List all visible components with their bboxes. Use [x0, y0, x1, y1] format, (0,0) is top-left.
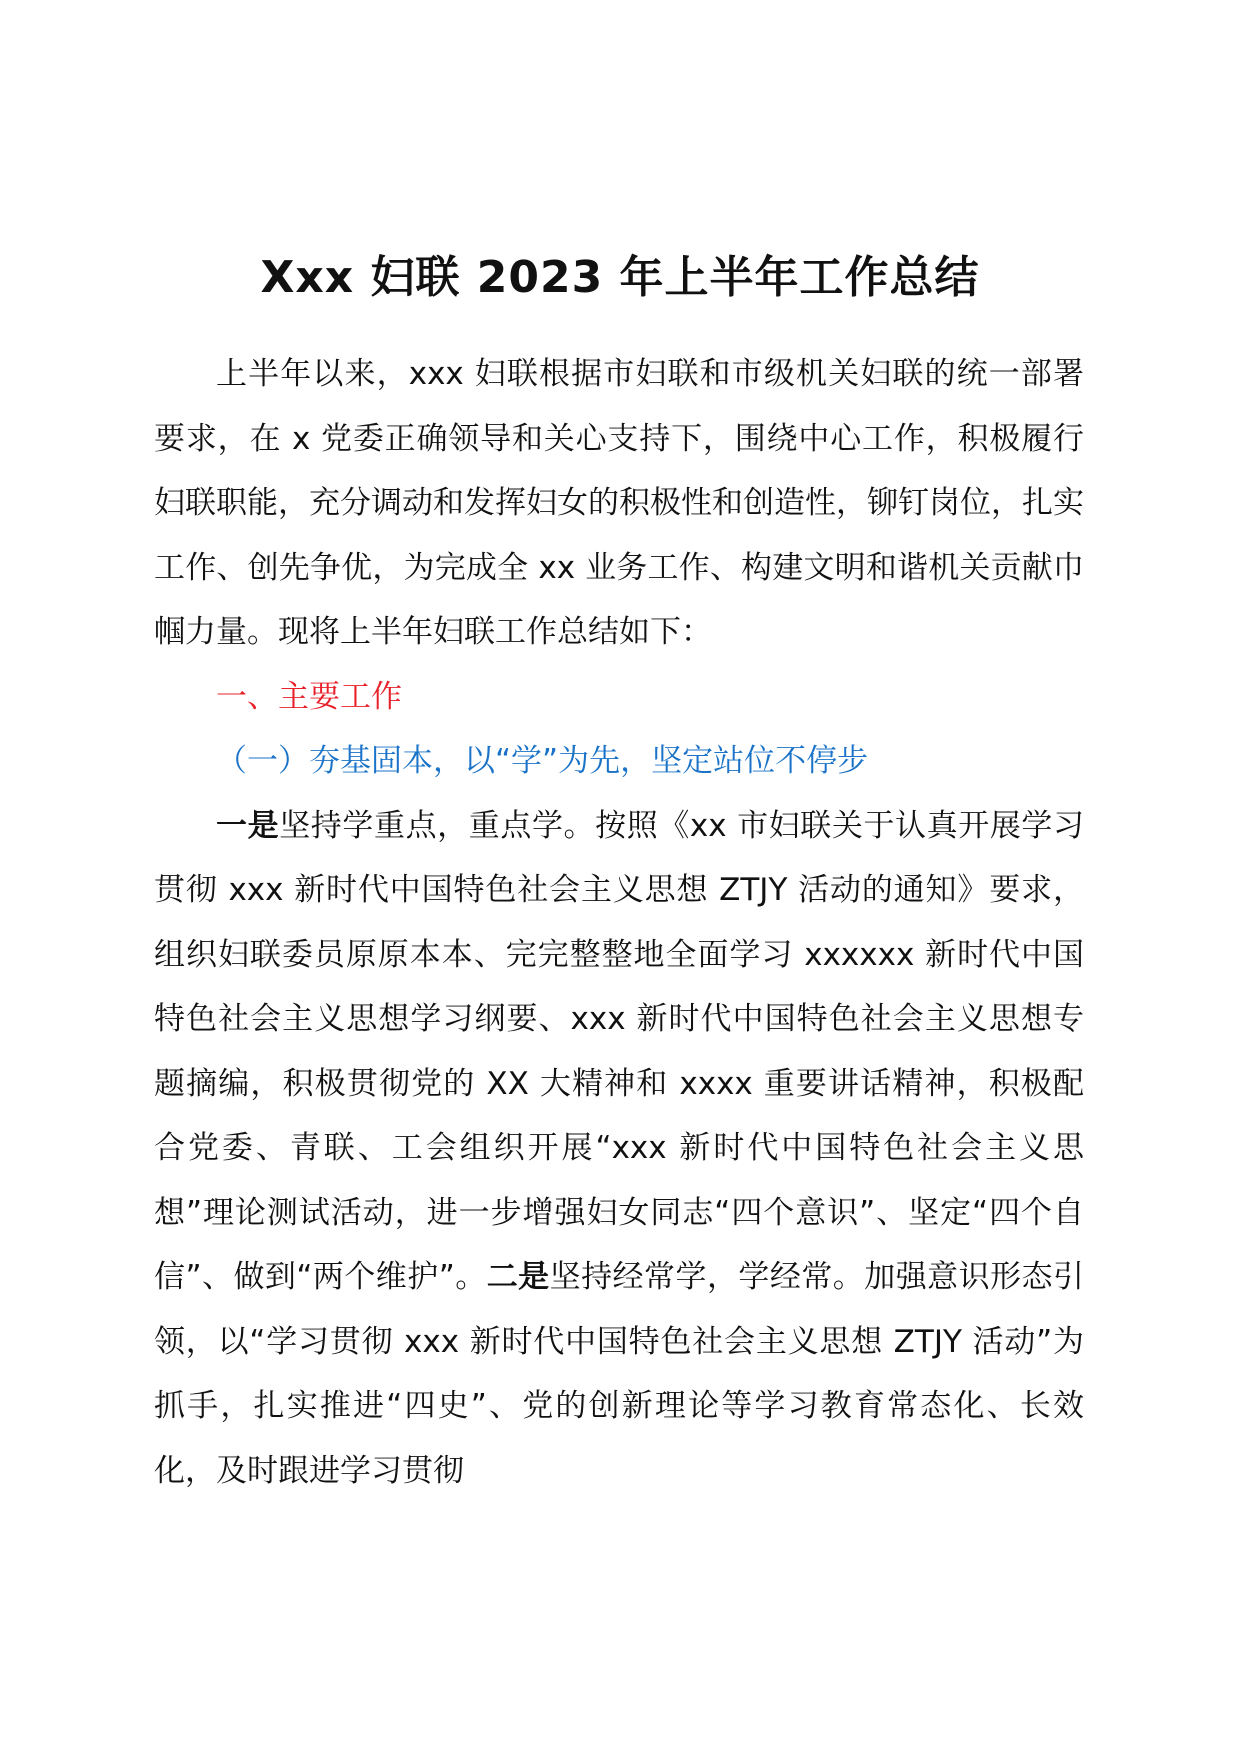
paragraph-text-1: 坚持学重点，重点学。按照《xx 市妇联关于认真开展学习贯彻 xxx 新时代中国特色社会主义思想 ZTJY 活动的通知》要求，组织妇联委员原原本本、完完整整地全面学习 xxxxxx 新时代中国特色社会主义思想学习纲要、xxx 新时代中国特色社会主义思想专题摘编，积极贯彻党的 XX 大精神和 xxxx 重要讲话精神，积极配合党委、青联、工会组织开展“xxx 新时代中国特色社会主义思想”理论测试活动，进一步增强妇女同志“四个意识”、坚定“四个自信”、做到“两个维护”。 — [154, 807, 1085, 1295]
body-paragraph — [154, 794, 1084, 1504]
document-body — [154, 342, 1084, 1503]
section-heading: 一、主要工作 — [216, 678, 402, 715]
paragraph-lead-1: 一是 — [216, 807, 280, 844]
intro-paragraph: 上半年以来，xxx 妇联根据市妇联和市级机关妇联的统一部署要求，在 x 党委正确领导和关心支持下，围绕中心工作，积极履行妇联职能，充分调动和发挥妇女的积极性和创造性，铆钉岗位，扎实工作、创先争优，为完成全 xx 业务工作、构建文明和谐机关贡献巾帼力量。现将上半年妇联工作总结如下： — [154, 356, 1084, 650]
paragraph-text-2: 坚持经常学，学经常。加强意识形态引领，以“学习贯彻 xxx 新时代中国特色社会主义思想 ZTJY 活动”为抓手，扎实推进“四史”、党的创新理论等学习教育常态化、长效化，及时跟进学习贯彻 — [154, 1259, 1085, 1489]
paragraph-lead-2: 二是 — [486, 1259, 550, 1295]
document-title: Xxx 妇联 2023 年上半年工作总结 — [260, 252, 980, 303]
subsection-heading: （一）夯基固本，以“学”为先，坚定站位不停步 — [216, 743, 869, 779]
